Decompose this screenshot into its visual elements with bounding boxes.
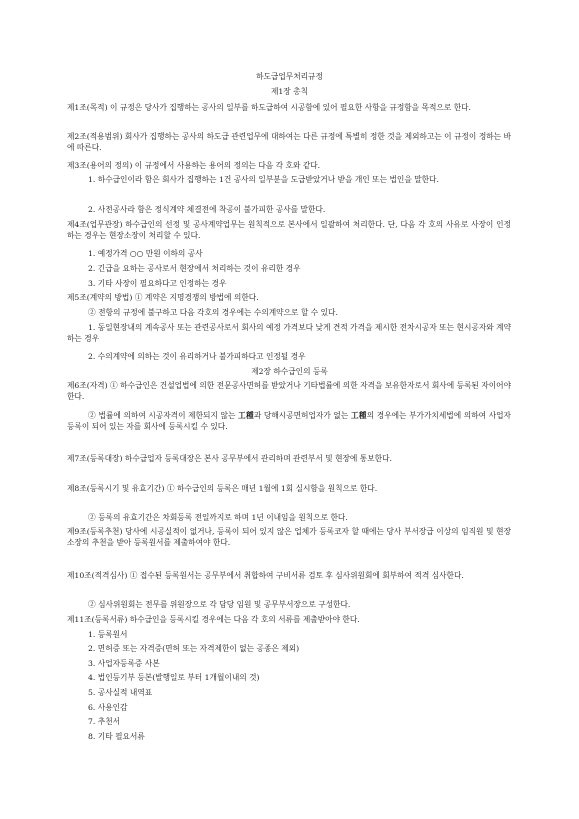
article-7: 제7조(등록대장) 하수급업자 등록대장은 본사 공무부에서 관리하며 관련부서 및 현장에 통보한다. <box>67 454 392 463</box>
article-9: 제9조(등록추천) 당사에 시공실적이 없거나, 등록이 되어 있지 않은 업체가 등록코자 할 때에는 당사 부서장급 이상의 임직원 및 현장소장의 추천을 받아 등록원서를 제출하여야 한다. <box>67 527 511 547</box>
article-6-paragraph-2: ② 법률에 의하여 시공자격이 제한되지 않는 工種과 당해시공면허업자가 없는 工種의 경우에는 부가가치세법에 의하여 사업자등록이 되어 있는 자를 회사에 등록시킬 수 있다. <box>67 411 511 431</box>
article-8: 제8조(등록시기 및 유효기간) ① 하수급인의 등록은 매년 1월에 1회 실시함을 원칙으로 한다. <box>67 484 378 493</box>
chapter-2-heading: 제2장 하수급인의 등록 <box>251 367 328 376</box>
article-6: 제6조(자격) ① 하수급인은 건설업법에 의한 전문공사면허를 받았거나 기타법률에 의한 자격을 보유한자로서 회사에 등록된 자이어야 한다. <box>67 381 511 401</box>
article-11: 제11조(등록서류) 하수급인을 등록시킬 경우에는 다음 각 호의 서류를 제출받아야 한다. <box>67 615 360 624</box>
article-3-item-2: 2. 사전공사라 함은 정식계약 체결전에 착공이 불가피한 공사를 말한다. <box>88 205 326 214</box>
article-1: 제1조(목적) 이 규정은 당사가 집행하는 공사의 일부를 하도급하여 시공함에 있어 필요한 사항을 규정함을 목적으로 한다. <box>67 103 472 112</box>
article-3-item-1: 1. 하수급인이라 함은 회사가 집행하는 1건 공사의 일부분을 도급받았거나 받을 개인 또는 법인을 말한다. <box>88 175 439 184</box>
article-8-paragraph-2: ② 등록의 유효기간은 차회등록 전일까지로 하며 1년 이내임을 원칙으로 한다. <box>88 513 348 522</box>
work-type-term: 工種 <box>350 411 367 420</box>
article-5: 제5조(계약의 방법) ① 계약은 지명경쟁의 방법에 의한다. <box>67 293 259 302</box>
article-5-item-1: 1. 동일현장내의 계속공사 또는 관련공사로서 회사의 예정 가격보다 낮게 견적 가격을 제시한 전차시공자 또는 현시공자와 계약하는 경우 <box>67 323 511 343</box>
article-11-item-1: 1. 등록원서 <box>88 630 128 639</box>
work-type-term: 工種 <box>238 411 254 420</box>
article-4-item-2: 2. 긴급을 요하는 공사로서 현장에서 처리하는 것이 유리한 경우 <box>88 264 301 273</box>
article-11-item-3: 3. 사업자등록증 사본 <box>88 659 160 668</box>
article-11-item-6: 6. 사용인감 <box>88 703 128 712</box>
article-4-item-3: 3. 기타 사장이 필요하다고 인정하는 경우 <box>88 279 227 288</box>
chapter-1-heading: 제1장 총칙 <box>270 87 309 96</box>
article-10: 제10조(적격심사) ① 접수된 등록원서는 공무부에서 취합하여 구비서류 검토 후 심사위원회에 회부하여 적격 심사한다. <box>67 571 464 580</box>
article-4-item-1: 1. 예정가격 ○○ 만원 이하의 공사 <box>88 249 203 258</box>
article-11-item-4: 4. 법인등기부 등본(발행일로 부터 1개월이내의 것) <box>88 673 260 682</box>
article-11-item-7: 7. 추천서 <box>88 717 121 726</box>
article-11-item-8: 8. 기타 필요서류 <box>88 732 145 741</box>
article-5-item-2: 2. 수의계약에 의하는 것이 유리하거나 불가피하다고 인정될 경우 <box>88 352 306 361</box>
article-5-paragraph-2: ② 전항의 규정에 불구하고 다음 각호의 경우에는 수의계약으로 할 수 있다. <box>88 308 338 317</box>
document-title: 하도급업무처리규정 <box>256 72 323 81</box>
article-10-paragraph-2: ② 심사위원회는 전무를 위원장으로 각 담당 임원 및 공무부서장으로 구성한다. <box>88 600 351 609</box>
article-2: 제2조(적용범위) 회사가 집행하는 공사의 하도급 관련업무에 대하여는 다른 규정에 특별히 정한 것을 제외하고는 이 규정이 정하는 바에 따른다. <box>67 132 511 152</box>
article-3: 제3조(용어의 정의) 이 규정에서 사용하는 용어의 정의는 다음 각 호와 같다. <box>67 161 321 170</box>
article-11-item-2: 2. 면허증 또는 자격증(면허 또는 자격제한이 없는 공종은 제외) <box>88 644 300 653</box>
article-4: 제4조(업무관장) 하수급인의 선정 및 공사계약업무는 원칙적으로 본사에서 일괄하여 처리한다. 단, 다음 각 호의 사유로 사장이 인정하는 경우는 현장소장이 처리할 수 있다. <box>67 220 511 240</box>
article-11-item-5: 5. 공사실적 내역표 <box>88 688 153 697</box>
